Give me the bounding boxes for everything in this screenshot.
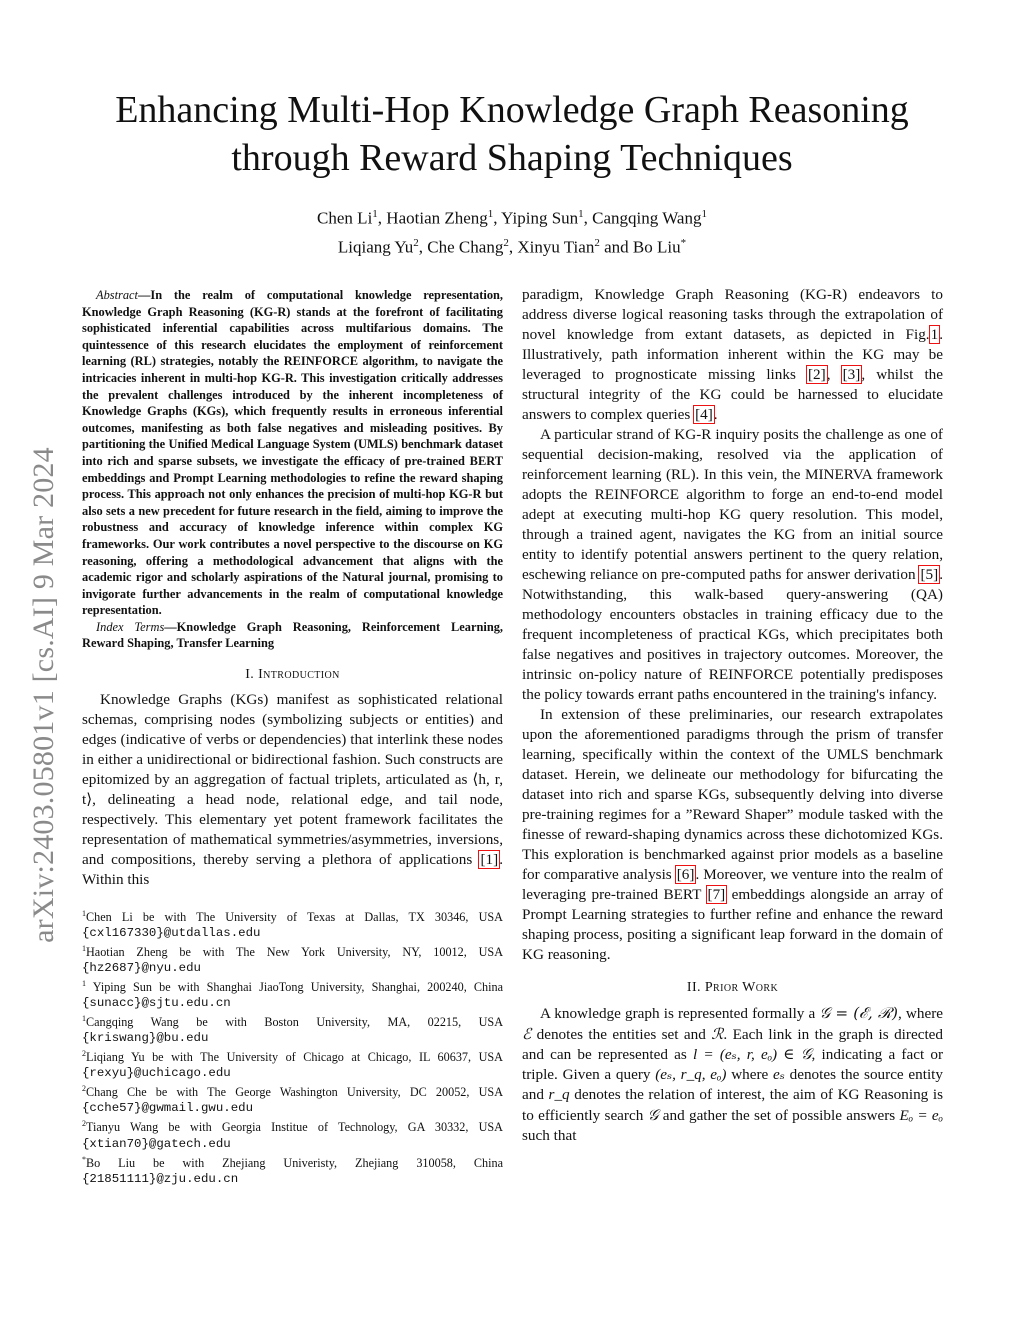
footnote-text: Chen Li be with The University of Texas at Dallas, TX 30346, USA [86, 910, 503, 925]
author: Chen Li [317, 208, 373, 228]
paragraph-text: such that [522, 1127, 577, 1144]
arxiv-identifier-sidebar [14, 365, 74, 1025]
abstract [82, 287, 503, 619]
math-expression: Eₒ = eₒ [899, 1107, 944, 1124]
math-expression: l = (eₛ, r, eₒ) ∈ 𝒢 [692, 1046, 812, 1063]
footnote [82, 941, 503, 976]
email-address: {cche57}@gwmail.gwu.edu [82, 1101, 254, 1116]
math-expression: ℛ [711, 1025, 724, 1043]
citation-link[interactable]: [7] [707, 886, 726, 903]
footnote-mark: 2 [82, 1049, 86, 1059]
math-expression: ℰ [522, 1025, 532, 1043]
paragraph-text: where [726, 1066, 774, 1083]
citation-link[interactable]: [5] [920, 566, 939, 583]
paragraph-text: and gather the set of possible answers [658, 1107, 900, 1124]
citation-link[interactable]: [2] [807, 366, 826, 383]
paragraph-text: . Within this [82, 851, 503, 889]
email-address: {xtian70}@gatech.edu [82, 1136, 231, 1151]
author: Cangqing Wang [592, 208, 702, 228]
affiliation-mark: 1 [701, 208, 707, 220]
math-expression: 𝒢 = (ℰ, ℛ) [819, 1004, 898, 1022]
author-line-1 [160, 202, 864, 231]
index-terms-label: Index Terms [96, 619, 165, 634]
paragraph-text: . Moreover, we venture into the realm of leveraging pre-trained BERT [522, 866, 943, 903]
author-list [160, 202, 864, 259]
email-address: {sunacc}@sjtu.edu.cn [82, 996, 231, 1011]
affiliation-mark: 1 [578, 208, 584, 220]
footnote-mark: 1 [82, 979, 86, 989]
affiliation-mark: * [680, 236, 687, 249]
paper-title: Enhancing Multi-Hop Knowledge Graph Reasoning through Reward Shaping Techniques [115, 89, 909, 179]
paragraph-text: denotes the entities set and [531, 1026, 712, 1043]
math-expression: r_q [548, 1086, 570, 1103]
footnote-mark: 1 [82, 909, 86, 919]
paragraph-text: embeddings alongside an array of Prompt Learning strategies to further refine and enhance the reward shaping process, positing a significant leap forward in the domain of KG reasoning. [522, 886, 943, 963]
paragraph-text: paradigm, Knowledge Graph Reasoning (KG-R) endeavors to address diverse logical reasoning tasks through the extrapolation of novel knowledge from extant datasets, as depicted in Fig. [522, 286, 943, 343]
paragraph-text: . Each link in the graph is directed and can be represented as [522, 1026, 943, 1063]
affiliation-mark: 1 [487, 208, 494, 220]
author-separator: , [418, 237, 428, 257]
footnote [82, 1116, 503, 1151]
footnote-text: Chang Che be with The George Washington University, DC 20052, USA [86, 1085, 503, 1100]
footnote-text: Haotian Zheng be with The New York University, NY, 10012, USA [86, 945, 503, 960]
paragraph-text: A knowledge graph is represented formally a [540, 1005, 820, 1022]
footnote-text: Bo Liu be with Zhejiang Univeristy, Zhejiang 310058, China [86, 1155, 503, 1170]
footnote [82, 976, 503, 1011]
right-column [522, 285, 943, 1146]
footnote-mark: 1 [82, 944, 86, 954]
author-separator: , [508, 237, 518, 257]
citation-link[interactable]: [1] [480, 851, 499, 869]
footnote-text: Cangqing Wang be with Boston University, MA, 02215, USA [86, 1015, 503, 1030]
author: Liqiang Yu [337, 237, 414, 257]
citation-link[interactable]: [3] [842, 366, 861, 383]
intro-paragraph-1 [82, 690, 503, 890]
math-expression: (eₛ, r_q, eₒ) [655, 1066, 727, 1083]
email-address: {rexyu}@uchicago.edu [82, 1066, 231, 1081]
author: Haotian Zheng [386, 208, 488, 228]
paragraph-text: Knowledge Graphs (KGs) manifest as sophisticated relational schemas, comprising nodes (symbolizing subjects or entities) and edges (indicative of verbs or dependencies) that interlink these nodes in either a unidirectional or bidirectional fashion. Such constructs are epitomized by an aggregation of factual triplets, articulated as ⟨h, r, t⟩, delineating a head node, relational edge, and tail node, respectively. This elementary yet potent framework facilitates the representation of mathematical symmetries/asymmetries, inversions, and compositions, thereby serving a plethora of applications [82, 691, 503, 869]
affiliation-mark: 1 [372, 208, 378, 220]
footnote-text: Liqiang Yu be with The University of Chicago at Chicago, IL 60637, USA [86, 1050, 503, 1065]
paragraph-text: , indicating a fact or triple. Given a query [522, 1046, 944, 1083]
author: Bo Liu [632, 237, 681, 257]
footnote-text: Tianyu Wang be with Georgia Institue of Technology, GA 30332, USA [86, 1120, 503, 1135]
paragraph-text: . Illustratively, path information inherent within the KG may be leveraged to prognosticate missing links [522, 326, 943, 383]
paragraph-text: denotes the relation of interest, the aim of KG Reasoning is to efficiently search [522, 1086, 943, 1124]
index-terms-text: —Knowledge Graph Reasoning, Reinforcement Learning, Reward Shaping, Transfer Learning [82, 619, 503, 651]
footnote [82, 906, 503, 941]
footnote [82, 1152, 503, 1187]
paragraph-text: , where [897, 1005, 943, 1022]
footnote [82, 1011, 503, 1046]
citation-link[interactable]: [4] [695, 406, 713, 423]
paragraph-text: denotes the source entity and [522, 1066, 943, 1103]
paragraph-text: . [713, 406, 718, 423]
author: Xinyu Tian [517, 237, 595, 257]
abstract-text: —In the realm of computational knowledge representation, Knowledge Graph Reasoning (KG-R) stands at the forefront of facilitating sophisticated inferential capabilities across multifarious domains. The quintessence of this research elucidates the employment of reinforcement learning (RL) strategies, notably the REINFORCE algorithm, to navigate the intricacies inherent in multi-hop KG-R. This investigation critically addresses the prevalent challenges introduced by the inherent incompleteness of Knowledge Graphs (KGs), which frequently results in erroneous inferential outcomes, manifesting as both false negatives and misleading positives. By partitioning the Unified Medical Language System (UMLS) benchmark dataset into rich and sparse subsets, we investigate the efficacy of pre-trained BERT embeddings and Prompt Learning methodologies to refine the reward shaping process. This approach not only enhances the precision of multi-hop KG-R but also sets a new precedent for future research in the field, aiming to improve the robustness and accuracy of knowledge inference within complex KG frameworks. Our work contributes a novel perspective to the discourse on KG reasoning, offering a methodological advancement that aligns with the academic rigor and scholarly aspirations of the Natural journal, promising to invigorate further advancements in the realm of computational knowledge representation. [82, 288, 503, 618]
author-separator: , [377, 208, 387, 228]
paragraph-text: In extension of these preliminaries, our research extrapolates upon the aforementioned paradigms through the prism of transfer learning, specifically within the context of the UMLS benchmark dataset. Herein, we delineate our methodology for bifurcating the dataset into rich and sparse KGs, subsequently delving into diverse pre-training regimes for a ”Reward Shaper” module tasked with the finesse of reward-shaping dynamics across these dichotomized KGs. This exploration is benchmarked against prior models as a baseline for comparative analysis [522, 706, 943, 883]
footnote-mark: 1 [82, 1014, 86, 1024]
citation-link[interactable]: [6] [676, 866, 695, 883]
section-heading-introduction: I. Introduction [245, 667, 340, 683]
author-separator: , [493, 208, 502, 228]
section-heading-prior-work: II. Prior Work [686, 980, 779, 995]
arxiv-identifier-text: arXiv:2403.05801v1 [cs.AI] 9 Mar 2024 [27, 447, 60, 943]
footnote [82, 1081, 503, 1116]
author: Yiping Sun [501, 208, 579, 228]
author: Che Chang [427, 237, 504, 257]
paragraph-text: , [826, 366, 842, 383]
intro-paragraph-1-continued [522, 285, 943, 425]
footnote-mark: * [82, 1154, 86, 1164]
author-footnotes [82, 906, 503, 1187]
email-address: {cxl167330}@utdallas.edu [82, 926, 261, 941]
footnote-mark: 2 [82, 1084, 86, 1094]
paragraph-text: . Notwithstanding, this walk-based query-answering (QA) methodology encounters obstacles in training efficacy due to the frequent incompleteness of practical KGs, which precipitates both false negatives and positives in trajectory outcomes. Moreover, the intrinsic on-policy nature of REINFORCE potentially predisposes the policy towards errant paths encountered in the training's infancy. [522, 566, 943, 703]
left-column [82, 287, 503, 1187]
abstract-label: Abstract [96, 288, 138, 302]
author-separator: , [583, 208, 593, 228]
paragraph-text: A particular strand of KG-R inquiry posits the challenge as one of sequential decision-making, resolved via the application of reinforcement learning (RL). In this vein, the MINERVA framework adopts the REINFORCE algorithm to forge an end-to-end model adept at executing multi-hop KG query resolution. This model, through a trained agent, navigates the KG from an initial source entity to identify potential answers pertinent to the query relation, eschewing reliance on pre-computed paths for answer derivation [522, 426, 943, 583]
author-separator: and [599, 237, 633, 257]
intro-paragraph-2 [522, 425, 943, 705]
affiliation-mark: 2 [503, 236, 509, 249]
email-address: {kriswang}@bu.edu [82, 1031, 209, 1046]
paragraph-text: , whilst the structural integrity of the KG could be harnessed to elucidate answers to complex queries [522, 366, 944, 423]
footnote [82, 1046, 503, 1081]
author-line-2 [160, 231, 864, 260]
figure-link[interactable]: 1 [930, 326, 939, 343]
math-expression: 𝒢 [647, 1106, 659, 1124]
footnote-text: Yiping Sun be with Shanghai JiaoTong University, Shanghai, 200240, China [86, 980, 503, 995]
affiliation-mark: 2 [594, 236, 600, 249]
math-expression: eₛ [773, 1066, 785, 1083]
footnote-mark: 2 [82, 1119, 86, 1129]
affiliation-mark: 2 [413, 236, 419, 249]
intro-paragraph-3 [522, 705, 943, 965]
index-terms [82, 619, 503, 652]
email-address: {hz2687}@nyu.edu [82, 961, 201, 976]
email-address: {21851111}@zju.edu.cn [82, 1171, 239, 1186]
prior-work-paragraph [522, 1003, 943, 1146]
